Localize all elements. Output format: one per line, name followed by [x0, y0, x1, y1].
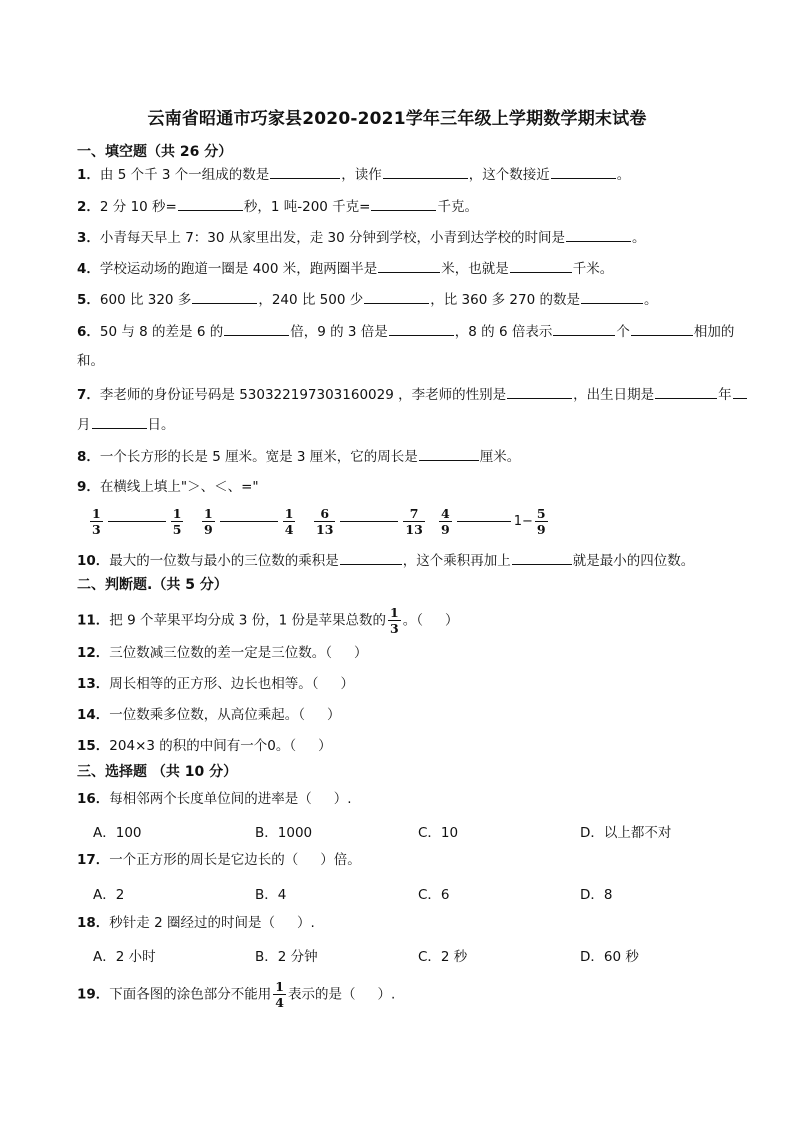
question-6-continued: 和。: [77, 353, 104, 369]
answer-blank[interactable]: [192, 289, 257, 304]
option-c[interactable]: C．10: [418, 825, 459, 841]
question-19: [77, 980, 757, 1009]
question-number: 14．: [77, 707, 110, 723]
question-text: 下面各图的涂色部分不能用: [109, 986, 272, 1003]
option-d[interactable]: D．60 秒: [580, 949, 639, 965]
answer-blank[interactable]: [383, 164, 468, 179]
question-4: [77, 258, 757, 279]
question-17: [77, 850, 757, 870]
question-text: ）.: [333, 791, 352, 807]
question-text: 由 5 个千 3 个一组成的数是: [99, 167, 270, 183]
question-text: 。: [632, 230, 646, 246]
question-text: 把 9 个苹果平均分成 3 份，1 份是苹果总数的: [109, 612, 387, 629]
question-15: [77, 736, 757, 756]
compare-blank[interactable]: [457, 520, 511, 522]
question-text: 在横线上填上"＞、＜、=": [99, 479, 259, 495]
question-number: 1．: [77, 167, 100, 183]
question-5: [77, 289, 757, 310]
question-text: ）.: [296, 915, 315, 931]
answer-blank[interactable]: [340, 550, 402, 565]
question-text: 最大的一位数与最小的三位数的乘积是: [109, 553, 339, 569]
question-text: ）: [340, 676, 355, 692]
question-text: 千米。: [572, 261, 614, 277]
question-text: 。: [616, 167, 631, 183]
question-number: 8．: [77, 449, 100, 465]
question-text: ，读作: [341, 167, 382, 183]
question-text: 个: [616, 324, 630, 340]
answer-blank[interactable]: [507, 384, 572, 399]
question-7-continued: [77, 414, 757, 435]
question-text: 三位数减三位数的差一定是三位数。（: [109, 645, 333, 661]
answer-blank[interactable]: [371, 196, 436, 211]
question-16: [77, 789, 757, 809]
question-text: 。（: [402, 612, 423, 629]
question-number: 10．: [77, 553, 110, 569]
answer-blank[interactable]: [581, 289, 643, 304]
answer-blank[interactable]: [512, 550, 572, 565]
question-text: ，出生日期是: [573, 387, 655, 403]
fraction: $\frac{1}{4}$: [275, 979, 284, 1010]
section-heading-fill-in: 一、填空题（共 26 分）: [77, 144, 233, 160]
answer-blank[interactable]: [419, 446, 479, 461]
answer-blank[interactable]: [389, 321, 454, 336]
compare-blank[interactable]: [220, 520, 278, 522]
question-number: 5．: [77, 292, 100, 308]
question-text: 204×3 的积的中间有一个0。（: [109, 738, 297, 754]
question-text: 2 分 10 秒=: [99, 199, 177, 215]
option-c[interactable]: C．6: [418, 887, 450, 903]
question-text: 厘米。: [479, 449, 521, 465]
question-number: 9．: [77, 479, 100, 495]
comparison-pair-4: [437, 504, 550, 538]
fraction: $\frac{1}{9}$: [204, 505, 213, 537]
question-text: 表示的是（: [288, 986, 356, 1003]
fraction: $\frac{1}{5}$: [172, 505, 182, 537]
question-text: ）: [327, 707, 341, 723]
question-text: 倍，9 的 3 倍是: [290, 324, 388, 340]
one-minus: 1−: [513, 513, 533, 529]
answer-blank[interactable]: [566, 227, 631, 242]
question-text: 一个正方形的周长是它边长的（: [109, 852, 299, 868]
question-text: 一个长方形的长是 5 厘米。宽是 3 厘米，它的周长是: [99, 449, 418, 465]
question-text: 年: [718, 387, 732, 403]
section-heading-true-false: 二、判断题.（共 5 分）: [77, 577, 228, 593]
question-number: 7．: [77, 387, 100, 403]
option-a[interactable]: A．2: [93, 887, 125, 903]
compare-blank[interactable]: [340, 520, 398, 522]
question-11: [77, 606, 757, 635]
question-12: [77, 643, 757, 663]
page-title: 云南省昭通市巧家县2020-2021学年三年级上学期数学期末试卷: [147, 109, 647, 129]
answer-blank[interactable]: [631, 321, 693, 336]
answer-blank[interactable]: [733, 384, 747, 399]
answer-blank[interactable]: [551, 164, 616, 179]
answer-blank[interactable]: [378, 258, 440, 273]
answer-blank[interactable]: [364, 289, 429, 304]
question-number: 4．: [77, 261, 100, 277]
question-text: 千克。: [437, 199, 478, 215]
question-text: ，这个数接近: [468, 167, 550, 183]
question-1: [77, 164, 757, 185]
question-text: ）倍。: [320, 852, 361, 868]
option-a[interactable]: A．2 小时: [93, 949, 156, 965]
fraction: $\frac{1}{3}$: [390, 605, 399, 636]
option-a[interactable]: A．100: [93, 825, 142, 841]
section-heading-multiple-choice: 三、选择题 （共 10 分）: [77, 764, 238, 780]
question-text: 米，也就是: [441, 261, 509, 277]
answer-blank[interactable]: [270, 164, 340, 179]
question-2: [77, 196, 757, 217]
question-number: 13．: [77, 676, 110, 692]
answer-blank[interactable]: [655, 384, 717, 399]
question-number: 15．: [77, 738, 110, 754]
question-number: 16．: [77, 791, 110, 807]
question-text: 每相邻两个长度单位间的进率是（: [109, 791, 312, 807]
option-b[interactable]: B．1000: [255, 825, 313, 841]
question-text: ）: [354, 645, 368, 661]
question-text: ，8 的 6 倍表示: [454, 324, 553, 340]
question-text: 就是最小的四位数。: [572, 553, 695, 569]
option-c[interactable]: C．2 秒: [418, 949, 468, 965]
question-7: [77, 384, 757, 405]
fraction: $\frac{1}{3}$: [92, 505, 101, 537]
question-text: 一位数乘多位数，从高位乘起。（: [109, 707, 306, 723]
question-text: 相加的: [693, 324, 735, 340]
question-text: ）: [318, 738, 332, 754]
question-text: 李老师的身份证号码是 530322197303160029 ，李老师的性别是: [99, 387, 507, 403]
question-text: 日。: [147, 417, 175, 433]
question-8: [77, 446, 757, 467]
question-text: ，240 比 500 少: [258, 292, 364, 308]
comparison-pair-3: [312, 504, 427, 538]
question-text: 。: [643, 292, 658, 308]
question-number: 17．: [77, 852, 110, 868]
question-text: 学校运动场的跑道一圈是 400 米，跑两圈半是: [99, 261, 378, 277]
fraction: $\frac{5}{9}$: [536, 505, 546, 537]
question-text: ，比 360 多 270 的数是: [430, 292, 580, 308]
question-text: 50 与 8 的差是 6 的: [99, 324, 224, 340]
question-text: ，这个乘积再加上: [402, 553, 511, 569]
question-text: 月: [77, 417, 91, 433]
question-10: [77, 550, 757, 571]
comparison-pair-2: [200, 504, 297, 538]
answer-blank[interactable]: [224, 321, 289, 336]
question-number: 19．: [77, 986, 110, 1003]
question-text: 秒针走 2 圈经过的时间是（: [109, 915, 275, 931]
option-d[interactable]: D．以上都不对: [580, 825, 672, 841]
question-number: 6．: [77, 324, 100, 340]
comparison-pair-1: [88, 504, 185, 538]
question-text: ）: [444, 612, 459, 629]
question-3: [77, 227, 757, 248]
answer-blank[interactable]: [178, 196, 243, 211]
question-number: 18．: [77, 915, 110, 931]
question-number: 3．: [77, 230, 100, 246]
question-text: 秒，1 吨-200 千克=: [243, 199, 371, 215]
fraction: $\frac{6}{13}$: [316, 505, 334, 537]
question-13: [77, 674, 757, 694]
answer-blank[interactable]: [553, 321, 615, 336]
fraction: $\frac{1}{4}$: [284, 505, 294, 537]
option-d[interactable]: D．8: [580, 887, 613, 903]
question-number: 2．: [77, 199, 100, 215]
answer-blank[interactable]: [92, 414, 147, 429]
fraction: $\frac{7}{13}$: [405, 505, 423, 537]
answer-blank[interactable]: [510, 258, 572, 273]
question-14: [77, 705, 757, 725]
question-text: 小青每天早上 7：30 从家里出发，走 30 分钟到学校，小青到达学校的时间是: [99, 230, 566, 246]
option-b[interactable]: B．2 分钟: [255, 949, 318, 965]
question-text: ）.: [377, 986, 396, 1003]
option-b[interactable]: B．4: [255, 887, 287, 903]
question-number: 12．: [77, 645, 110, 661]
compare-blank[interactable]: [108, 520, 166, 522]
question-9: [77, 477, 757, 497]
fraction: $\frac{4}{9}$: [441, 505, 450, 537]
question-text: 600 比 320 多: [99, 292, 192, 308]
question-6: [77, 321, 757, 342]
question-number: 11．: [77, 612, 110, 629]
question-18: [77, 913, 757, 933]
question-text: 周长相等的正方形、边长也相等。（: [109, 676, 319, 692]
